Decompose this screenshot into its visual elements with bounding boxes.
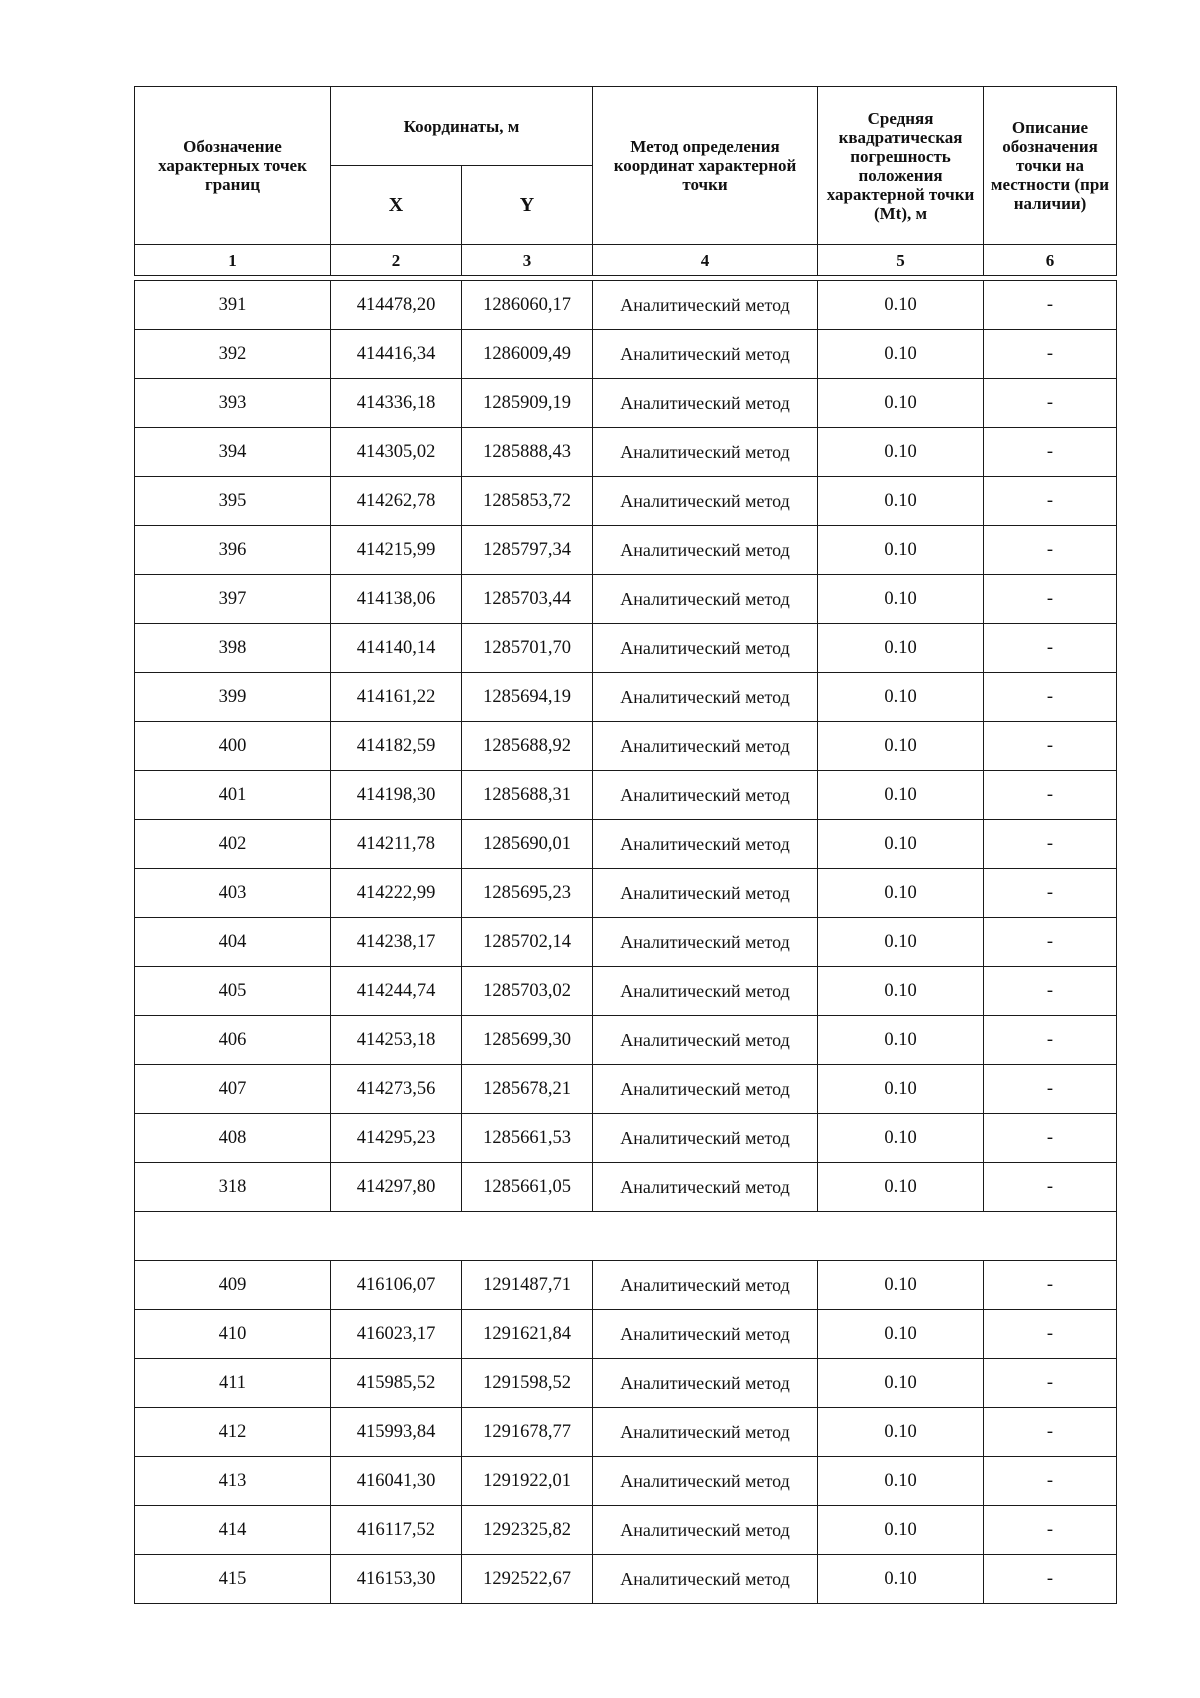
x-coordinate-cell: 414336,18 [331,379,462,428]
x-coordinate-cell: 414161,22 [331,673,462,722]
x-coordinate-cell: 414211,78 [331,820,462,869]
x-coordinate-cell: 414262,78 [331,477,462,526]
table-row [135,1065,1117,1114]
description-cell: - [984,624,1117,673]
method-cell: Аналитический метод [593,820,818,869]
mean-error-cell: 0.10 [818,379,984,428]
method-cell: Аналитический метод [593,1261,818,1310]
y-coordinate-cell: 1285661,05 [462,1163,593,1212]
table-row [135,918,1117,967]
table-row [135,967,1117,1016]
x-coordinate-cell: 416117,52 [331,1506,462,1555]
y-coordinate-cell: 1292522,67 [462,1555,593,1604]
x-coordinate-cell: 414478,20 [331,281,462,330]
point-number-cell: 318 [135,1163,331,1212]
document-page [134,86,1116,1604]
method-cell: Аналитический метод [593,1163,818,1212]
header-method: Метод определения координат характерной точки [593,87,818,245]
table-row [135,526,1117,575]
method-cell: Аналитический метод [593,1457,818,1506]
mean-error-cell: 0.10 [818,428,984,477]
y-coordinate-cell: 1285694,19 [462,673,593,722]
y-coordinate-cell: 1291598,52 [462,1359,593,1408]
section-separator-row [135,1212,1117,1261]
mean-error-cell: 0.10 [818,1506,984,1555]
y-coordinate-cell: 1285909,19 [462,379,593,428]
x-coordinate-cell: 414273,56 [331,1065,462,1114]
y-coordinate-cell: 1291621,84 [462,1310,593,1359]
point-number-cell: 414 [135,1506,331,1555]
table-row [135,575,1117,624]
description-cell: - [984,771,1117,820]
mean-error-cell: 0.10 [818,1163,984,1212]
description-cell: - [984,330,1117,379]
column-number: 2 [331,245,462,276]
table-row [135,1163,1117,1212]
method-cell: Аналитический метод [593,1016,818,1065]
method-cell: Аналитический метод [593,1408,818,1457]
point-number-cell: 405 [135,967,331,1016]
point-number-cell: 402 [135,820,331,869]
description-cell: - [984,1114,1117,1163]
point-number-cell: 397 [135,575,331,624]
description-cell: - [984,575,1117,624]
point-number-cell: 399 [135,673,331,722]
x-coordinate-cell: 414140,14 [331,624,462,673]
description-cell: - [984,722,1117,771]
header-mean-error: Средняя квадратическая погрешность положения характерной точки (Mt), м [818,87,984,245]
header-point-designation: Обозначение характерных точек границ [135,87,331,245]
description-cell: - [984,869,1117,918]
point-number-cell: 413 [135,1457,331,1506]
table-row [135,330,1117,379]
point-number-cell: 401 [135,771,331,820]
method-cell: Аналитический метод [593,1065,818,1114]
y-coordinate-cell: 1285703,02 [462,967,593,1016]
table-row [135,1261,1117,1310]
description-cell: - [984,1408,1117,1457]
mean-error-cell: 0.10 [818,624,984,673]
point-number-cell: 415 [135,1555,331,1604]
mean-error-cell: 0.10 [818,1555,984,1604]
mean-error-cell: 0.10 [818,1016,984,1065]
point-number-cell: 392 [135,330,331,379]
mean-error-cell: 0.10 [818,1114,984,1163]
description-cell: - [984,918,1117,967]
table-row [135,477,1117,526]
description-cell: - [984,1163,1117,1212]
y-coordinate-cell: 1285797,34 [462,526,593,575]
x-coordinate-cell: 416041,30 [331,1457,462,1506]
method-cell: Аналитический метод [593,673,818,722]
point-number-cell: 400 [135,722,331,771]
table-row [135,673,1117,722]
mean-error-cell: 0.10 [818,918,984,967]
table-row [135,869,1117,918]
description-cell: - [984,1359,1117,1408]
x-coordinate-cell: 414222,99 [331,869,462,918]
description-cell: - [984,820,1117,869]
table-row [135,1506,1117,1555]
point-number-cell: 393 [135,379,331,428]
x-coordinate-cell: 414297,80 [331,1163,462,1212]
description-cell: - [984,281,1117,330]
method-cell: Аналитический метод [593,771,818,820]
method-cell: Аналитический метод [593,1506,818,1555]
y-coordinate-cell: 1285888,43 [462,428,593,477]
column-number: 4 [593,245,818,276]
table-row [135,428,1117,477]
mean-error-cell: 0.10 [818,1408,984,1457]
column-number: 3 [462,245,593,276]
method-cell: Аналитический метод [593,428,818,477]
x-coordinate-cell: 415993,84 [331,1408,462,1457]
mean-error-cell: 0.10 [818,477,984,526]
y-coordinate-cell: 1285661,53 [462,1114,593,1163]
table-row [135,722,1117,771]
point-number-cell: 406 [135,1016,331,1065]
method-cell: Аналитический метод [593,624,818,673]
point-number-cell: 412 [135,1408,331,1457]
x-coordinate-cell: 414305,02 [331,428,462,477]
table-row [135,1016,1117,1065]
table-row [135,1408,1117,1457]
y-coordinate-cell: 1285701,70 [462,624,593,673]
y-coordinate-cell: 1291922,01 [462,1457,593,1506]
x-coordinate-cell: 414238,17 [331,918,462,967]
mean-error-cell: 0.10 [818,1261,984,1310]
point-number-cell: 410 [135,1310,331,1359]
mean-error-cell: 0.10 [818,673,984,722]
mean-error-cell: 0.10 [818,526,984,575]
mean-error-cell: 0.10 [818,1457,984,1506]
description-cell: - [984,967,1117,1016]
x-coordinate-cell: 414138,06 [331,575,462,624]
x-coordinate-cell: 414198,30 [331,771,462,820]
mean-error-cell: 0.10 [818,330,984,379]
y-coordinate-cell: 1285703,44 [462,575,593,624]
x-coordinate-cell: 414253,18 [331,1016,462,1065]
header-coordinates: Координаты, м [331,87,593,166]
description-cell: - [984,673,1117,722]
y-coordinate-cell: 1285695,23 [462,869,593,918]
description-cell: - [984,1016,1117,1065]
point-number-cell: 395 [135,477,331,526]
header-y: Y [462,166,593,245]
method-cell: Аналитический метод [593,1310,818,1359]
table-row [135,1359,1117,1408]
method-cell: Аналитический метод [593,967,818,1016]
point-number-cell: 403 [135,869,331,918]
x-coordinate-cell: 415985,52 [331,1359,462,1408]
method-cell: Аналитический метод [593,869,818,918]
point-number-cell: 396 [135,526,331,575]
method-cell: Аналитический метод [593,1114,818,1163]
method-cell: Аналитический метод [593,526,818,575]
method-cell: Аналитический метод [593,379,818,428]
description-cell: - [984,477,1117,526]
table-row [135,1457,1117,1506]
mean-error-cell: 0.10 [818,1065,984,1114]
x-coordinate-cell: 416153,30 [331,1555,462,1604]
method-cell: Аналитический метод [593,575,818,624]
boundary-points-table [134,86,1117,1604]
y-coordinate-cell: 1291678,77 [462,1408,593,1457]
y-coordinate-cell: 1285688,31 [462,771,593,820]
method-cell: Аналитический метод [593,1555,818,1604]
point-number-cell: 404 [135,918,331,967]
point-number-cell: 411 [135,1359,331,1408]
x-coordinate-cell: 416023,17 [331,1310,462,1359]
mean-error-cell: 0.10 [818,967,984,1016]
mean-error-cell: 0.10 [818,281,984,330]
y-coordinate-cell: 1285688,92 [462,722,593,771]
method-cell: Аналитический метод [593,330,818,379]
description-cell: - [984,1457,1117,1506]
y-coordinate-cell: 1285690,01 [462,820,593,869]
method-cell: Аналитический метод [593,722,818,771]
x-coordinate-cell: 414215,99 [331,526,462,575]
description-cell: - [984,1506,1117,1555]
y-coordinate-cell: 1286009,49 [462,330,593,379]
y-coordinate-cell: 1285853,72 [462,477,593,526]
mean-error-cell: 0.10 [818,869,984,918]
method-cell: Аналитический метод [593,477,818,526]
table-row [135,281,1117,330]
description-cell: - [984,428,1117,477]
x-coordinate-cell: 414182,59 [331,722,462,771]
mean-error-cell: 0.10 [818,820,984,869]
point-number-cell: 408 [135,1114,331,1163]
mean-error-cell: 0.10 [818,771,984,820]
table-row [135,820,1117,869]
method-cell: Аналитический метод [593,281,818,330]
x-coordinate-cell: 414244,74 [331,967,462,1016]
table-header [135,87,1117,281]
table-body [135,281,1117,1604]
column-number: 5 [818,245,984,276]
y-coordinate-cell: 1285699,30 [462,1016,593,1065]
table-row [135,771,1117,820]
point-number-cell: 409 [135,1261,331,1310]
description-cell: - [984,1065,1117,1114]
description-cell: - [984,526,1117,575]
y-coordinate-cell: 1292325,82 [462,1506,593,1555]
header-x: X [331,166,462,245]
y-coordinate-cell: 1285678,21 [462,1065,593,1114]
point-number-cell: 391 [135,281,331,330]
method-cell: Аналитический метод [593,918,818,967]
method-cell: Аналитический метод [593,1359,818,1408]
header-description: Описание обозначения точки на местности (при наличии) [984,87,1117,245]
mean-error-cell: 0.10 [818,1310,984,1359]
description-cell: - [984,379,1117,428]
table-row [135,624,1117,673]
table-row [135,1555,1117,1604]
mean-error-cell: 0.10 [818,722,984,771]
table-row [135,1114,1117,1163]
x-coordinate-cell: 414295,23 [331,1114,462,1163]
mean-error-cell: 0.10 [818,575,984,624]
column-number: 1 [135,245,331,276]
column-number: 6 [984,245,1117,276]
description-cell: - [984,1310,1117,1359]
description-cell: - [984,1555,1117,1604]
x-coordinate-cell: 414416,34 [331,330,462,379]
description-cell: - [984,1261,1117,1310]
mean-error-cell: 0.10 [818,1359,984,1408]
table-row [135,379,1117,428]
point-number-cell: 398 [135,624,331,673]
y-coordinate-cell: 1285702,14 [462,918,593,967]
y-coordinate-cell: 1291487,71 [462,1261,593,1310]
x-coordinate-cell: 416106,07 [331,1261,462,1310]
y-coordinate-cell: 1286060,17 [462,281,593,330]
table-row [135,1310,1117,1359]
point-number-cell: 394 [135,428,331,477]
point-number-cell: 407 [135,1065,331,1114]
